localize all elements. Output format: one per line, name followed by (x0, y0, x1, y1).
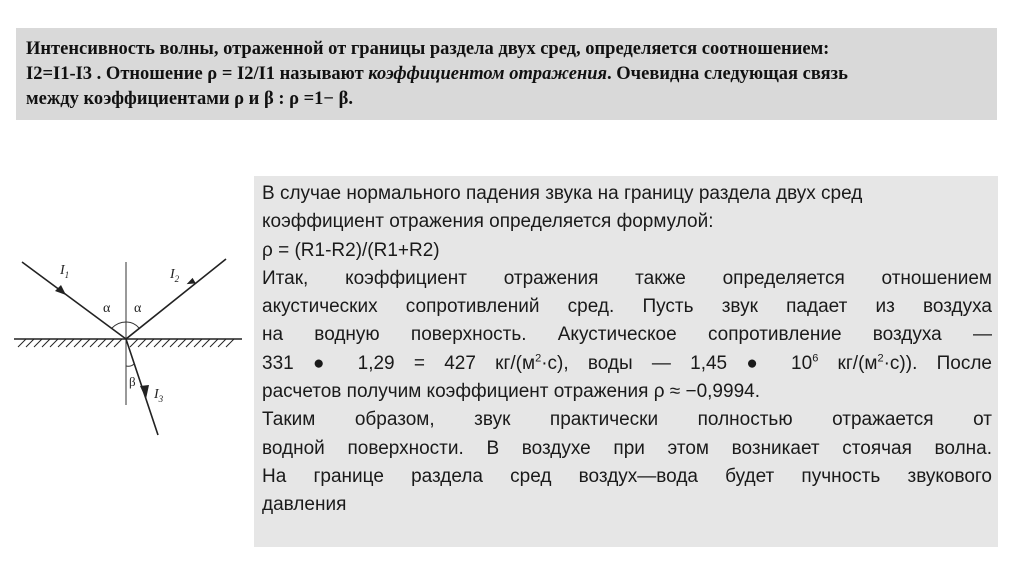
text-line-12: давления (262, 494, 347, 516)
formula-line: ρ = (R1-R2)/(R1+R2) (262, 239, 440, 261)
label-alpha-reflected: α (134, 301, 142, 316)
reflected-angle-arc (126, 322, 139, 328)
impedance-values-line: 331 ● 1,29 = 427 $кг/(м^2\cdot с)$, воды — 1,45 ● $10^6$ $кг/(м^2\cdot с)$). После (262, 352, 992, 374)
text-line-4: Итак, коэффициент отражения также определяется отношением (262, 267, 992, 289)
incident-ray (22, 262, 126, 339)
label-i3: $I_3$ (154, 387, 164, 404)
definition-line-2 (26, 62, 987, 87)
text-line-10: водной поверхности. В воздухе при этом возникает стоячая волна. (262, 437, 992, 459)
definition-box (16, 28, 997, 120)
text-line-5: акустических сопротивлений сред. Пусть звук падает из воздуха (262, 296, 992, 318)
text-line-9: Таким образом, звук практически полностью отражается от (262, 409, 992, 431)
reflection-coefficient-term: коэффициентом отражения (368, 64, 608, 84)
explanation-box (254, 176, 998, 547)
refracted-angle-arc (126, 364, 134, 366)
reflected-ray (126, 259, 226, 339)
text-line-6: на водную поверхность. Акустическое сопротивление воздуха — (262, 324, 992, 346)
result-line: расчетов получим коэффициент отражения ρ ≈ −0,9994. (262, 381, 760, 403)
text-line-2: коэффициент отражения определяется формулой: (262, 211, 714, 233)
incident-angle-arc (112, 322, 126, 328)
label-beta: β (129, 374, 136, 389)
reflection-refraction-diagram (10, 240, 250, 450)
definition-line-1: Интенсивность волны, отраженной от границы раздела двух сред, определяется соотношением: (26, 39, 830, 59)
incident-arrowhead (55, 285, 66, 295)
definition-line-2-start: I2=I1-I3 . Отношение ρ = I2/I1 называют (26, 64, 369, 84)
text-line-1: В случае нормального падения звука на границу раздела двух сред (262, 183, 863, 204)
label-i2: $I_2$ (170, 267, 180, 284)
label-i1: $I_1$ (60, 263, 70, 280)
text-line-11: На границе раздела сред воздух—вода будет пучность звукового (262, 465, 992, 487)
definition-line-3: между коэффициентами ρ и β : ρ =1− β. (26, 89, 353, 109)
label-alpha-incident: α (103, 301, 111, 316)
definition-line-2-end: . Очевидна следующая связь (607, 64, 848, 84)
